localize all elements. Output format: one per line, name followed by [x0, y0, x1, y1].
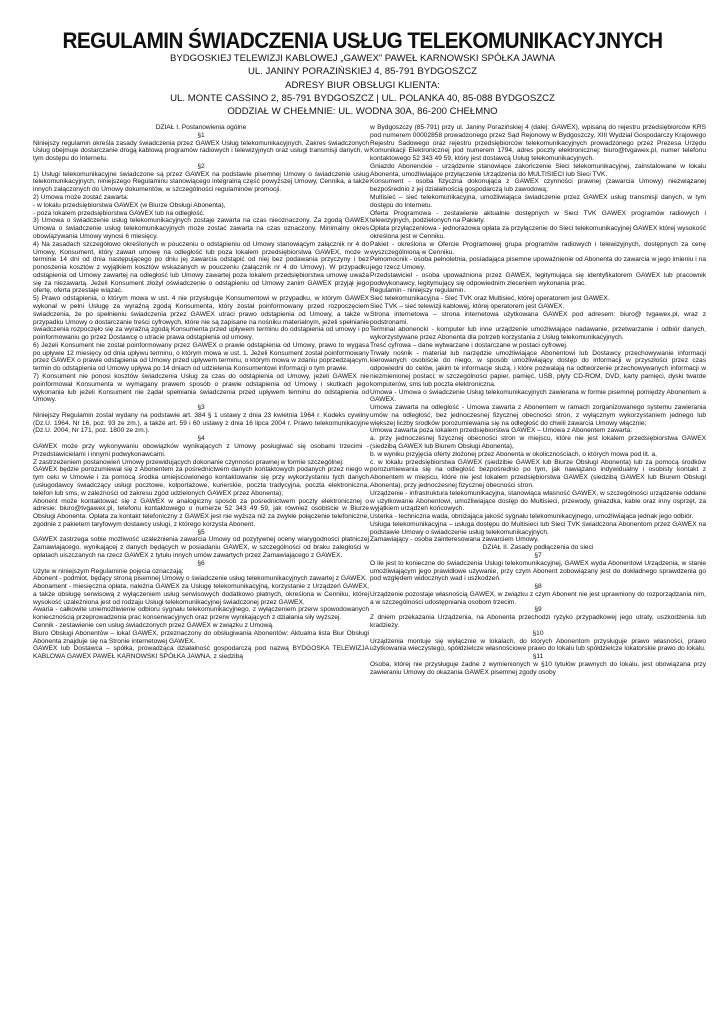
paragraph: - poza lokalem przedsiębiorstwa GAWEX lub na odległość. — [33, 209, 205, 217]
section-heading: §4 — [197, 435, 205, 443]
paragraph: Usterka - techniczna wada, obniżająca jakość sygnału telekomunikacyjnego, umożliwiająca jednak jego odbiór. — [370, 513, 694, 521]
section-heading: §6 — [197, 559, 205, 567]
section-heading: §1 — [197, 131, 205, 139]
paragraph: Urządzenia montuje się wyłącznie w lokalach, do których Abonentom przysługuje prawo własności, prawo użytkowania wieczystego, spółdzielcze własnościowe prawo do lokalu lub spółdzielcze lokatorskie prawo do lokalu. — [370, 637, 706, 653]
paragraph: GAWEX może przy wykonywaniu obowiązków wynikających z Umowy posługiwać się osobami trzecimi - Przedstawicielami i innymi podwykonawcami. — [33, 443, 369, 458]
paragraph: Awaria - całkowite uniemożliwienie odbioru sygnału telekomunikacyjnego, z wyłączeniem przerw spowodowanych koniecznością przeprowadzenia prac konserwacyjnych oraz przerw wynikających z działania siły wyższej. — [33, 606, 369, 622]
paragraph: GAWEX będzie porozumiewał się z Abonentem za pośrednictwem danych kontaktowych podanych przez niego w tym celu w Umowie i za pomocą środka umiejscowionego kontaktowanie się przy wykorzystaniu tych danych (usługodawcy świadczący usługi pocztowe, kolportażowe, kurierskie, poczta tradycyjna, poczta elektroniczna, telefon lub sms, w zależności od zakresu zgód udzielonych GAWEX przez Abonenta); — [33, 466, 369, 497]
paragraph: Treść cyfrowa – dane wytwarzane i dostarczane w postaci cyfrowej. — [370, 341, 568, 349]
paragraph: 1) Usługi telekomunikacyjne świadczone są przez GAWEX na podstawie pisemnej Umowy o świadczenie usług telekomunikacyjnych, niniejszego Regulaminu stanowiącego integralną część powyższej Umowy, Cennika, a także innych załączonych do Umowy dokumentów, w szczególności regulaminów promocji. — [33, 170, 369, 194]
paragraph: Abonent może kontaktować się z GAWEX w analogiczny sposób za pośrednictwem poczty elektronicznej o adresie: biuro@tvgawex.pl, telefonu kontaktowego o numerze 52 343 49 59, jak również osobiście w Biurze Obsługi Abonenta. Opłata za kontakt telefoniczny z GAWEX jest nie wyższa niż za zwykłe połączenie telefoniczne, zgodnie z pakietem taryfowym dostawcy usługi, z którego korzysta Abonent. — [33, 497, 369, 528]
paragraph: Niniejszy regulamin określa zasady świadczenia przez GAWEX Usług telekomunikacyjnych. Zakres świadczonych Usług obejmuje dostarczanie drogą kablową programów radiowych i telewizyjnych oraz usługi transmisji danych, w tym dostępu do Internetu. — [33, 139, 369, 163]
paragraph: Pakiet - określona w Ofercie Programowej grupa programów radiowych i telewizyjnych, dostępnych za cenę wyszczególnioną w Cenniku. — [370, 240, 706, 256]
offices-heading: ADRESY BIUR OBSŁUGI KLIENTA: — [285, 80, 440, 91]
paragraph: 2) Umowa może zostać zawarta: — [33, 194, 129, 202]
paragraph: Niniejszy Regulamin został wydany na podstawie art. 384 § 1 ustawy z dnia 23 kwietnia 1964 r. Kodeks cywilny (Dz.U. 1964, Nr 16, poz. 93 ze zm.), a także art. 59 i 60 ustawy z dnia 16 lipca 2004 r. Prawo telekomunikacyjne (Dz.U. 2004, Nr 171, poz. 1800 ze zm.). — [33, 411, 369, 435]
right-column — [370, 124, 706, 1019]
page-title: REGULAMIN ŚWIADCZENIA USŁUG TELEKOMUNIKACYJNYCH — [62, 28, 663, 53]
offices-addresses: UL. MONTE CASSINO 2, 85-791 BYDGOSZCZ | UL. POLANKA 40, 85-088 BYDGOSZCZ — [170, 93, 555, 104]
paragraph: Użyte w niniejszym Regulaminie pojęcia oznaczają: — [33, 567, 184, 575]
paragraph: 3) Umowa o świadczenie usług telekomunikacyjnych zostaje zawarta na czas nieoznaczony. Za zgodą GAWEX Umowa o świadczenie usług telekomunikacyjnych może zostać zawarta na czas oznaczony. Minimalny okres obowiązywania Umowy wynosi 6 miesięcy. — [33, 217, 369, 240]
section-heading: §5 — [197, 528, 205, 536]
paragraph: Sieć telekomunikacyjna - Sieć TVK oraz Multisieć, której operatorem jest GAWEX. — [370, 295, 610, 303]
paragraph: Pełnomocnik - osoba pełnoletnia, posiadająca pisemne upoważnienie od Abonenta do zawarcia w jego imieniu i na jego rzecz Umowy. — [370, 256, 706, 272]
left-column — [33, 124, 369, 1019]
paragraph: Umowa - Umowa o świadczenie Usług telekomunikacyjnych zawierana w formie pisemnej pomiędzy Abonentem a GAWEX. — [370, 388, 706, 404]
paragraph: Z zastrzeżeniem postanowień Umowy przewidujących dokonanie czynności prawnej w formie szczególnej: — [33, 458, 344, 466]
section-heading: DZIAŁ II. Zasady podłączenia do sieci — [482, 544, 594, 552]
paragraph: Abonament - miesięczna opłata, należna GAWEX za Usługę telekomunikacyjną, korzystanie z Urządzeń GAWEX, a także obsługę serwisową z wyłączeniem usług serwisowych dodatkowo płatnych, określona w Cenniku, której wysokość uzależniona jest od rodzaju Usługi telekomunikacyjnej świadczonej przez GAWEX. — [33, 583, 369, 606]
section-heading: §7 — [534, 551, 542, 559]
paragraph: Regulamin - niniejszy regulamin. — [370, 287, 466, 295]
paragraph: Opłata przyłączeniowa - jednorazowa opłata za przyłączenie do Sieci telekomunikacyjnej GAWEX której wysokość określona jest w Cenniku. — [370, 225, 706, 240]
paragraph: Usługa telekomunikacyjna – usługa dostępu do Multisieci lub Sieci TVK świadczona Abonentom przez GAWEX na podstawie Umowy o świadczenie usług telekomunikacyjnych. — [370, 520, 706, 536]
paragraph: Urządzenie pozostaje własnością GAWEX, w związku z czym Abonent nie jest uprawniony do rozporządzania nim, a w szczególności udostępniania osobom trzecim. — [370, 590, 706, 606]
paragraph: c. w lokalu przedsiębiorstwa GAWEX (siedzibie GAWEX lub Biurze Obsługi Abonenta) lub za pomocą środków porozumiewania się na odległość bezpośrednio po tym, jak nawiązano indywidualny i osobisty kontakt z Abonentem w miejscu, które nie jest lokalem przedsiębiorstwa GAWEX (siedzibą GAWEX lub Biurem Obsługi Abonenta), przy jednoczesnej fizycznej obecności stron. — [370, 458, 706, 489]
paragraph: w Bydgoszczy (85-791) przy ul. Janiny Porazińskiej 4 (dalej: GAWEX), wpisaną do rejestru przedsiębiorców KRS pod numerem 00002858 prowadzonego przez Sąd Rejonowy w Bydgoszczy, XIII Wydział Gospodarczy Krajowego Rejestru Sadowego oraz rejestru przedsiębiorców telekomunikacyjnych prowadzonego przez Prezesa Urzędu Komunikacji Elektronicznej pod numerem 1794, adres poczty elektronicznej: biuro@tvgawex.pl, numer telefonu kontaktowego 52 343 49 59, który jest dostawcą Usług telekomunikacyjnych. — [370, 124, 706, 163]
paragraph: 4) Na zasadach szczegółowo określonych w pouczeniu o odstąpieniu od Umowy stanowiącym załącznik nr 4 do Umowy, Konsument, który zawarł umowę na odległość lub poza lokalem przedsiębiorstwa GAWEX, może w terminie 14 dni od dnia następującego po dniu jej zawarcia odstąpić od niej bez podawania przyczyny i bez ponoszenia kosztów z wyjątkiem kosztów wskazanych w pouczeniu (załącznik nr 4 do Umowy). W przypadku odstąpienia od Umowy zawartej na odległość lub Umowy zawartej poza lokalem przedsiębiorstwa umowę uważa się za niezawartą. Jeżeli Konsument złożył oświadczenie o odstąpieniu od Umowy zanim GAWEX przyjął jego ofertę, oferta przestaje wiązać. — [33, 240, 369, 295]
paragraph: O ile jest to konieczne do świadczenia Usługi telekomunikacyjnej, GAWEX wyda Abonentowi Urządzenia, w stanie umożliwiającym jego prawidłowe używanie, przy czym Abonent zobowiązany jest do dokładnego sprawdzenia go pod względem widocznych wad i uszkodzeń. — [370, 559, 706, 583]
paragraph: Konsument - osoba fizyczna dokonująca z GAWEX czynności prawnej (zawarcia Umowy) niezwiązanej bezpośrednio z jej działalnością gospodarczą lub zawodową; — [370, 178, 706, 194]
paragraph: Multisieć – sieć telekomunikacyjna, umożliwiająca świadczenie przez GAWEX usług transmisji danych, w tym dostępu do Internetu. — [370, 194, 706, 209]
paragraph: Umowa zawarta na odległość - Umowa zawarta z Abonentem w ramach zorganizowanego systemu zawierania umów na odległość, bez jednoczesnej fizycznej obecności stron, z wyłącznym wykorzystaniem jednego lub większej liczby środków porozumiewania się na odległość do chwili zawarcia Umowy włącznie; — [370, 404, 706, 427]
section-heading: §9 — [534, 606, 542, 614]
paragraph: 5) Prawo odstąpienia, o którym mowa w ust. 4 nie przysługuje Konsumentowi w przypadku, w którym GAWEX wykonał w pełni Usługę za wyraźną zgodą Konsumenta, który został poinformowany przed rozpoczęciem świadczenia, że po spełnieniu świadczenia przez GAWEX utraci prawo odstąpienia od Umowy, a także w przypadku Umowy o dostarczanie treści cyfrowych, które nie są zapisane na nośniku materialnym, jeżeli spełnianie świadczenia rozpoczęło się za wyraźną zgodą Konsumenta przed upływem terminu do odstąpienia od umowy i po poinformowaniu go przez Dostawcę o utracie prawa odstąpienia od umowy. — [33, 295, 369, 342]
section-heading: §11 — [532, 653, 544, 661]
paragraph: Strona internetowa – strona internetowa użytkowana GAWEX pod adresem: biuro@ tvgawex.pl, wraz z podstronami. — [370, 310, 706, 326]
paragraph: Gniazdo Abonenckie - urządzenie stanowiące zakończenie Sieci telekomunikacyjnej, zainstalowane w lokalu Abonenta, umożliwiające przyłączenie Urządzenia do MULTISIECI lub Sieci TVK. — [370, 162, 706, 178]
paragraph: Terminal abonencki - komputer lub inne urządzenie umożliwiające nadawanie, przetwarzanie i odbiór danych, wykorzystywane przez Abonenta dla potrzeb korzystania z Usług telekomunikacyjnych. — [370, 326, 706, 342]
paragraph: Abonent - podmiot, będący stroną pisemnej Umowy o świadczenie usług telekomunikacyjnych zawartej z GAWEX. — [33, 575, 367, 583]
paragraph: Z dniem przekazania Urządzenia, na Abonenta przechodzi ryzyko przypadkowej jego utraty, uszkodzenia lub kradzieży. — [370, 614, 706, 629]
paragraph: Przedstawiciel - osoba upoważniona przez GAWEX, legitymująca się identyfikatorem GAWEX lub pracownik podwykonawcy, legitymujący się odpowiednim zleceniem wykonania prac. — [370, 271, 706, 287]
paragraph: Oferta Programowa - zestawienie aktualnie dostępnych w Sieci TVK GAWEX programów radiowych i telewizyjnych, podzielonych na Pakiety. — [370, 209, 706, 225]
paragraph: Sieć TVK – sieć telewizji kablowej, której operatorem jest GAWEX. — [370, 302, 565, 310]
paragraph: Trwały nośnik - materiał lub narzędzie umożliwiające Abonentowi lub Dostawcy przechowywanie informacji kierowanych osobiście do niego, w sposób umożliwiający dostęp do informacji w przyszłości przez czas odpowiedni do celów, jakim te informacje służą, i które pozwalają na odtworzenie przechowywanych informacji w niezmienionej postaci; w szczególności papier, pamięć, USB, płyty CD-ROM, DVD, karty pamięci, dyski twarde komputerów, sms lub poczta elektroniczna. — [370, 349, 706, 388]
paragraph: Umowa zawarta poza lokalem przedsiębiorstwa GAWEX – Umowa z Abonentem zawarta: — [370, 427, 633, 435]
paragraph: Osoba, której nie przysługuje żadne z wymienionych w §10 tytułów prawnych do lokalu, jest obowiązana przy zawieraniu Umowy do okazania GAWEX pisemnej zgody osoby — [370, 660, 706, 676]
company-address: UL. JANINY PORAZIŃSKIEJ 4, 85-791 BYDGOSZCZ — [247, 66, 478, 77]
section-heading: DZIAŁ I. Postanowienia ogólne — [155, 124, 247, 131]
section-heading: §2 — [197, 162, 205, 170]
section-heading: §10 — [532, 629, 544, 637]
paragraph: GAWEX lub Dostawca – spółka, prowadząca działalność gospodarczą pod nazwą BYDGOSKA TELEWIZJA KABLOWA GAWEX PAWEŁ KARNOWSKI SPÓŁKA JAWNA, z siedzibą — [33, 645, 369, 661]
paragraph: Zamawiający - osoba zainteresowana zawarciem Umowy. — [370, 536, 539, 544]
paragraph: 7) Konsument nie ponosi kosztów świadczenia Usług za czas do odstąpienia od Umowy, jeżeli GAWEX nie poinformował Konsumenta w wymagany prawem sposób o prawie odstąpienia od Umowy i skutkach jego wykonania lub jeżeli Konsument nie żądał spełniania świadczenia przed upływem terminu do odstąpienia od Umowy. — [33, 373, 369, 404]
paragraph: Cennik - zestawienie cen usług świadczonych przez GAWEX w związku z Umową. — [33, 622, 274, 629]
paragraph: Biuro Obsługi Abonentów – lokal GAWEX, przeznaczony do obsługiwania Abonentów: Aktualna lista Biur Obsługi Abonenta znajduje się na Stronie internetowej GAWEX. — [33, 629, 369, 645]
company-name: BYDGOSKIEJ TELEWIZJI KABLOWEJ „GAWEX” PAWEŁ KARNOWSKI SPÓŁKA JAWNA — [169, 53, 556, 64]
paragraph: 6) Jeżeli Konsument nie został poinformowany przez GAWEX o prawie odstąpienia od Umowy, prawo to wygasa po upływie 12 miesięcy od dnia upływu terminu, o którym mowa w ust. 1. Jeżeli Konsument został poinformowany przez GAWEX o prawie odstąpienia od Umowy przed upływem terminu, o którym mowa w zdaniu poprzedzającym, termin do odstąpienia od Umowy upływa po 14 dniach od udzielenia Konsumentowi informacji o tym prawie. — [33, 341, 369, 373]
paragraph: b. w wyniku przyjęcia oferty złożonej przez Abonenta w okolicznościach, o których mowa pod lit. a, — [370, 450, 657, 458]
paragraph: Urządzenie - infrastruktura telekomunikacyjna, stanowiąca własność GAWEX, w szczególności urządzenie oddane w użytkowanie Abonentowi, umożliwiające dostęp do Multisieci, przewody, gniazdka, kable oraz inny osprzęt, za wyjątkiem urządzeń końcowych. — [370, 489, 706, 513]
paragraph: - w lokalu przedsiębiorstwa GAWEX (w Biurze Obsługi Abonenta), — [33, 201, 226, 209]
section-heading: §3 — [197, 404, 205, 412]
paragraph: GAWEX zastrzega sobie możliwość uzależnienia zawarcia Umowy od pozytywnej oceny wiarygodności płatniczej Zamawiającego, wynikającej z danych będących w posiadaniu GAWEX, w szczególności od braku zaległości w opłatach uiszczanych na rzecz GAWEX z tytułu innych umów zawartych przez Zamawiającego z GAWEX. — [33, 536, 369, 559]
section-heading: §8 — [534, 583, 542, 591]
chelmno-branch: ODDZIAŁ W CHEŁMNIE: UL. WODNA 30A, 86-200 CHEŁMNO — [227, 106, 498, 117]
paragraph: a. przy jednoczesnej fizycznej obecności stron w miejscu, które nie jest lokalem przedsiębiorstwa GAWEX (siedzibą GAWEX lub Biurem Obsługi Abonenta), — [370, 435, 706, 451]
